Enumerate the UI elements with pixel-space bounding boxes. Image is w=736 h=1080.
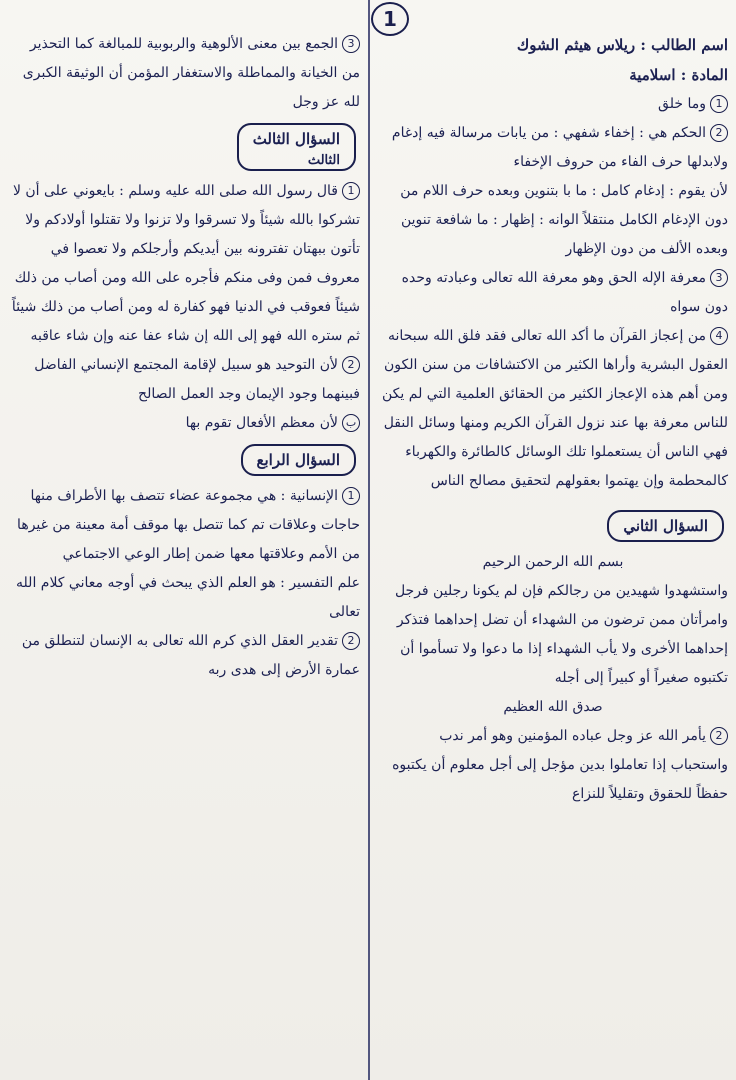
student-name: اسم الطالب : ريلاس هيثم الشوك [516,36,728,54]
answer-text: قال رسول الله صلى الله عليه وسلم : بايعوني على أن لا تشركوا بالله شيئاً ولا تسرقوا ولا تزنوا ولا تقتلوا أولادكم ولا تأتون ببهتان تفترونه بين أيديكم وأرجلكم ولا تعصوا في معروف فمن وفى منكم فأجره على الله ومن أصاب من ذلك شيئاً فعوقب في الدنيا فهو كفارة له ومن أصاب من ذلك شيئاً ثم ستره الله فهو إلى الله إن شاء عفا عنه وإن شاء عاقبه [11,183,360,344]
item-number-icon: 2 [710,124,728,142]
answer-text: وما خلق [658,96,706,112]
answer-2 [378,119,728,177]
item-number-icon: 2 [342,356,360,374]
answer-q4-2 [8,627,360,685]
answer-text: يأمر الله عز وجل عباده المؤمنين وهو أمر ندب واستحباب إذا تعاملوا بدين مؤجل إلى أجل معلوم أن يكتبوه حفظاً للحقوق وتقليلاً للنزاع [392,728,728,802]
section-header-q2: السؤال الثاني [607,510,724,542]
answer-q4-def: علم التفسير : هو العلم الذي يبحث في أوجه معاني كلام الله تعالى [16,575,360,620]
item-number-icon: 3 [710,269,728,287]
answer-q4-1 [8,482,360,569]
answer-left-1 [8,30,360,117]
answer-q2-2 [378,722,728,809]
item-number-icon: 1 [342,182,360,200]
answer-text: لأن التوحيد هو سبيل لإقامة المجتمع الإنساني الفاضل فبينهما وجود الإيمان وجد العمل الصالح [34,357,360,402]
item-number-icon: 2 [710,727,728,745]
section-header-q3 [237,123,356,171]
right-column [370,30,736,1074]
answer-2-cont: لأن يقوم : إدغام كامل : ما با بتنوين وبعده حرف اللام من دون الإدغام الكامل منتقلاً الوانه : إظهار : ما شافعة تنوين وبعده الألف من دون الإظهار [400,183,728,257]
answer-4 [378,322,728,496]
answer-text: معرفة الإله الحق وهو معرفة الله تعالى وعبادته وحده دون سواه [401,270,728,315]
item-number-icon: 1 [342,487,360,505]
section-header-subtext: الثالث [307,153,340,168]
item-number-icon: 4 [710,327,728,345]
item-number-icon: 2 [342,632,360,650]
section-header-q4: السؤال الرابع [241,444,357,476]
answer-text: من إعجاز القرآن ما أكد الله تعالى فقد فلق الله سبحانه العقول البشرية وأراها الكثير من الاكتشافات من سنن الكون ومن أهم هذه الإعجاز الكثير من الحقائق العلمية التي لم يكن للناس معرفة بها عند نزول القرآن الكريم ومنها وسائل النقل فهي الناس أن يستعملوا تلك الوسائل كالطائرة والكهرباء كالمحطمة وإن يهتموا بعقولهم لتحقيق مصالح الناس [382,328,728,489]
subject-line: المادة : اسلامية [629,66,728,84]
item-number-icon: 3 [342,35,360,53]
answer-q3-3 [8,409,360,438]
page-number: 1 [371,2,409,36]
section-header-text: السؤال الثالث [252,130,340,148]
answer-3 [378,264,728,322]
basmala: بسم الله الرحمن الرحيم [482,554,624,570]
answer-q3-2 [8,351,360,409]
answer-1 [378,90,728,119]
answer-q3-1 [8,177,360,351]
answer-text: الجمع بين معنى الألوهية والربوبية للمبالغة كما التحذير من الخيانة والمماطلة والاستغفار المؤمن أن الوثيقة الكبرى لله عز وجل [22,36,360,110]
answer-text: تقدير العقل الذي كرم الله تعالى به الإنسان لتنطلق من عمارة الأرض إلى هدى ربه [21,633,360,678]
left-column [0,30,368,1074]
verse-closing: صدق الله العظيم [503,699,603,715]
item-number-icon: 1 [710,95,728,113]
verse-text: واستشهدوا شهيدين من رجالكم فإن لم يكونا رجلين فرجل وامرأتان ممن ترضون من الشهداء أن تضل إحداهما فتذكر إحداهما الأخرى ولا يأب الشهداء إذا ما دعوا ولا تسأموا أن تكتبوه صغيراً أو كبيراً إلى أجله [394,583,728,686]
answer-text: الحكم هي : إخفاء شفهي : من يابات مرسالة فيه إدغام ولابدلها حرف الفاء من حروف الإخفاء [391,125,728,170]
item-number-icon: ب [342,414,360,432]
answer-text: الإنسانية : هي مجموعة عضاء تتصف بها الأطراف منها حاجات وعلاقات تم كما تتصل بها موقف أمة معينة من غيرها من الأمم وعلاقتها معها ضمن إطار الوعي الاجتماعي [17,488,360,562]
answer-text: لأن معظم الأفعال تقوم بها [185,415,338,431]
